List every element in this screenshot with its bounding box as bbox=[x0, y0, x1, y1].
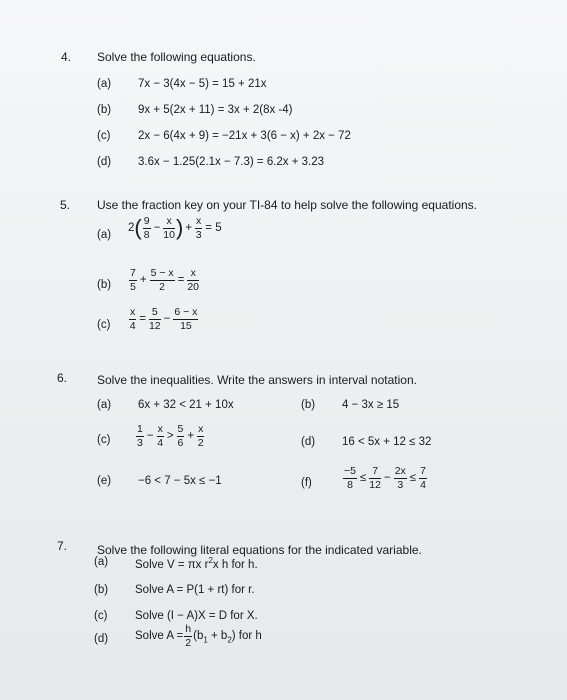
q5-a-equation: 2( $\frac{9}{8}$ − $\frac{x}{10}$ ) + $\frac{x}{3}$ = 5 bbox=[128, 215, 222, 241]
q6-b-inequality: 4 − 3x ≥ 15 bbox=[342, 399, 400, 411]
q5-b-frac-2: $\frac{5 - x}{2}$ bbox=[150, 267, 174, 293]
question-6-number: 6. bbox=[57, 371, 68, 385]
q5-c-frac-2: $\frac{5}{12}$ bbox=[148, 306, 161, 332]
q6-f-frac-4: $\frac{7}{4}$ bbox=[420, 465, 426, 491]
question-7-prompt: Solve the following literal equations for the indicated variable. bbox=[97, 543, 422, 557]
q6-f-frac-3: $\frac{2x}{3}$ bbox=[394, 465, 406, 491]
question-5-prompt: Use the fraction key on your TI-84 to help solve the following equations. bbox=[97, 198, 477, 212]
q4-d-equation: 3.6x − 1.25(2.1x − 7.3) = 6.2x + 3.23 bbox=[138, 156, 325, 168]
q6-f-label: (f) bbox=[301, 477, 312, 489]
q6-e-inequality: −6 < 7 − 5x ≤ −1 bbox=[138, 475, 222, 487]
q6-c-label: (c) bbox=[97, 434, 111, 446]
q6-c-frac-3: $\frac{5}{6}$ bbox=[177, 423, 184, 449]
q5-c-frac-3: $\frac{6 - x}{15}$ bbox=[174, 306, 198, 332]
q6-c-frac-2: $\frac{x}{4}$ bbox=[157, 423, 164, 449]
question-4-number: 4. bbox=[61, 50, 72, 64]
q6-c-inequality: $\frac{1}{3}$ − $\frac{x}{4}$ > $\frac{5}{6}$ + $\frac{x}{2}$ bbox=[137, 423, 204, 449]
q5-b-equation: $\frac{7}{5}$ + $\frac{5 - x}{2}$ = $\frac{x}{20}$ bbox=[130, 267, 200, 293]
q7-b-label: (b) bbox=[94, 584, 109, 596]
q6-f-frac-2: $\frac{7}{12}$ bbox=[369, 465, 381, 491]
q4-a-equation: 7x − 3(4x − 5) = 15 + 21x bbox=[138, 78, 267, 90]
q6-e-label: (e) bbox=[97, 475, 112, 487]
q5-a-frac-3: $\frac{x}{3}$ bbox=[195, 215, 202, 241]
question-6-prompt: Solve the inequalities. Write the answers in interval notation. bbox=[97, 373, 417, 387]
question-7-number: 7. bbox=[57, 539, 68, 553]
q5-c-label: (c) bbox=[97, 319, 111, 331]
q6-c-frac-4: $\frac{x}{2}$ bbox=[197, 423, 204, 449]
question-4-prompt: Solve the following equations. bbox=[97, 50, 256, 64]
q4-b-equation: 9x + 5(2x + 11) = 3x + 2(8x -4) bbox=[138, 104, 293, 116]
q4-b-label: (b) bbox=[97, 104, 112, 116]
q6-d-label: (d) bbox=[301, 436, 316, 448]
q5-b-frac-1: $\frac{7}{5}$ bbox=[130, 267, 136, 293]
q7-d-equation: Solve A = $\frac{h}{2}$ $(b_1 + b_2)$ for h bbox=[135, 623, 262, 649]
q5-a-coefficient: 2 bbox=[128, 222, 135, 235]
q7-c-label: (c) bbox=[94, 610, 108, 622]
q6-d-inequality: 16 < 5x + 12 ≤ 32 bbox=[342, 436, 432, 448]
q4-c-label: (c) bbox=[97, 130, 111, 142]
q7-a-label: (a) bbox=[94, 556, 109, 568]
q4-d-label: (d) bbox=[97, 156, 112, 168]
q6-f-inequality: $\frac{-5}{8}$ ≤ $\frac{7}{12}$ − $\frac{2x}{3}$ ≤ $\frac{7}{4}$ bbox=[344, 465, 426, 491]
question-5-number: 5. bbox=[60, 198, 71, 212]
q6-a-label: (a) bbox=[97, 399, 112, 411]
q7-a-equation: Solve V = πx $r^2x$ h for h. bbox=[135, 556, 258, 571]
q7-d-frac: $\frac{h}{2}$ bbox=[185, 623, 192, 649]
q7-c-equation: Solve (I − A)X = D for X. bbox=[135, 610, 258, 622]
q6-f-frac-1: $\frac{-5}{8}$ bbox=[344, 465, 356, 491]
q5-b-label: (b) bbox=[97, 279, 112, 291]
q5-a-frac-2: $\frac{x}{10}$ bbox=[163, 215, 175, 241]
q6-c-frac-1: $\frac{1}{3}$ bbox=[137, 423, 143, 449]
q7-d-label: (d) bbox=[94, 633, 109, 645]
q5-c-frac-1: $\frac{x}{4}$ bbox=[129, 306, 136, 332]
q6-a-inequality: 6x + 32 < 21 + 10x bbox=[138, 399, 234, 411]
q5-a-frac-1: $\frac{9}{8}$ bbox=[143, 215, 150, 241]
q5-a-label: (a) bbox=[97, 229, 112, 241]
q4-a-label: (a) bbox=[97, 78, 112, 90]
q6-b-label: (b) bbox=[301, 399, 316, 411]
q5-c-equation: $\frac{x}{4}$ = $\frac{5}{12}$ − $\frac{6 - x}{15}$ bbox=[129, 306, 198, 332]
q7-b-equation: Solve A = P(1 + rt) for r. bbox=[135, 584, 255, 596]
q4-c-equation: 2x − 6(4x + 9) = −21x + 3(6 − x) + 2x − 72 bbox=[138, 130, 351, 142]
q5-b-frac-3: $\frac{x}{20}$ bbox=[187, 267, 200, 293]
